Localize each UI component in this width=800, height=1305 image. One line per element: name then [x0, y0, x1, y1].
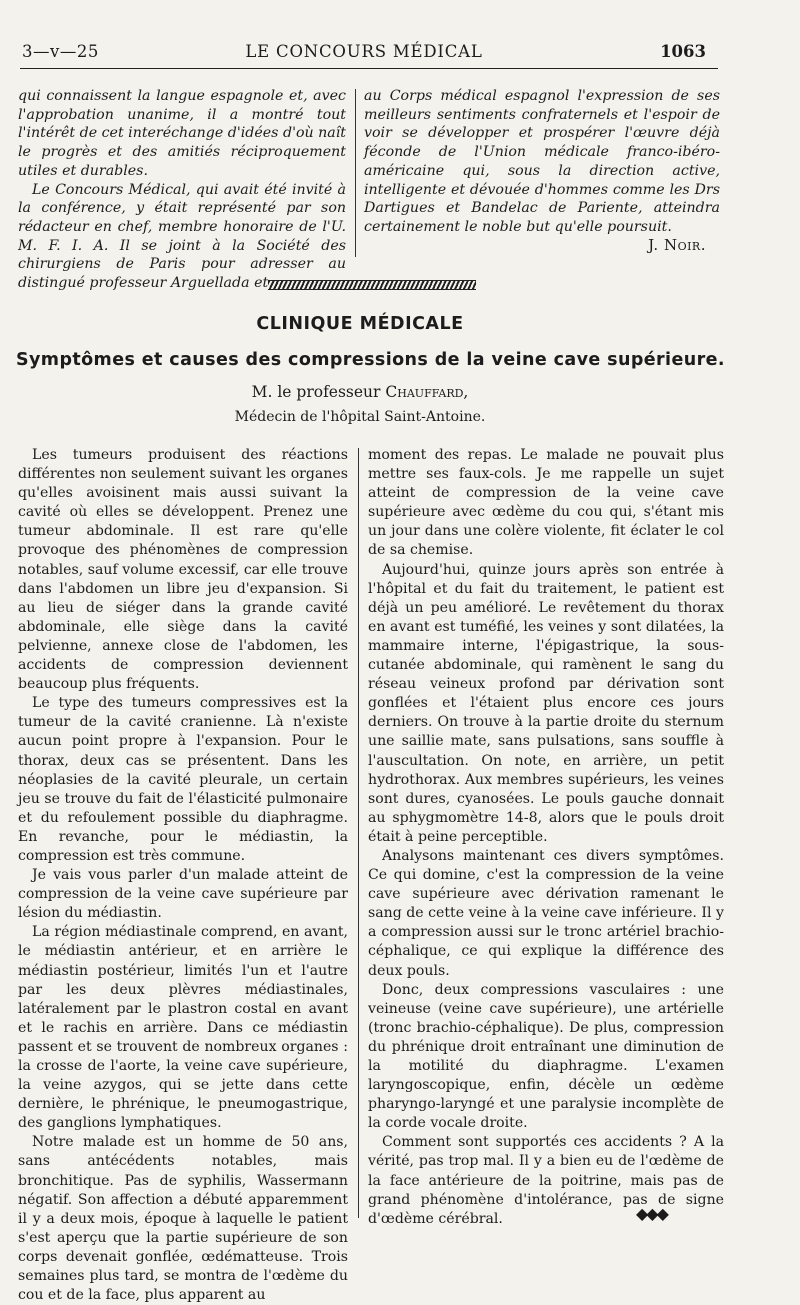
top-left-column	[18, 87, 346, 293]
journal-title: LE CONCOURS MÉDICAL	[245, 42, 483, 61]
page-header	[22, 42, 706, 66]
end-ornament: ◆◆◆	[636, 1204, 667, 1223]
body-left-column	[18, 446, 348, 1305]
header-rule	[20, 68, 718, 69]
paragraph: La région médiastinale comprend, en avant, le médiastin antérieur, et en arrière le médiastin postérieur, limités l'un et l'autre par les deux plèvres médiastinales, latéralement par le plastron costal en avant et le rachis en arrière. Dans ce médiastin passent et se trouvent de nombreux organes : la crosse de l'aorte, la veine cave supérieure, la veine azygos, qui se jette dans cette dernière, le phrénique, le pneumogastrique, des ganglions lymphatiques.	[18, 924, 348, 1132]
paragraph: Analysons maintenant ces divers symptômes. Ce qui domine, c'est la compression de la veine cave supérieure avec dérivation ramenant le sang de cette veine à la veine cave inférieure. Il y a compression aussi sur le tronc artériel brachio-céphalique, ce qui explique la différence des deux pouls.	[368, 847, 724, 979]
paragraph: qui connaissent la langue espagnole et, avec l'approbation unanime, il a montré tout l'intérêt de cet interéchange d'idées d'où naît le progrès et des amitiés réciproquement utiles et durables.	[18, 88, 346, 179]
paragraph: Je vais vous parler d'un malade atteint de compression de la veine cave supérieure par lésion du médiastin.	[18, 867, 348, 922]
paragraph: Comment sont supportés ces accidents ? A la vérité, pas trop mal. Il y a bien eu de l'œdème de la face antérieure de la poitrine, mais pas de grand phénomène d'intolérance, pas de signe d'œdème cérébral.	[368, 1134, 724, 1227]
author-prefix: M. le professeur	[251, 383, 381, 401]
section-title: CLINIQUE MÉDICALE	[256, 314, 464, 334]
paragraph: Les tumeurs produisent des réactions différentes non seulement suivant les organes qu'elles avoisinent mais aussi suivant la cavité où elles se développent. Prenez une tumeur abdominale. Il est rare qu'elle provoque des phénomènes de compression notables, sauf volume excessif, car elle trouve dans l'abdomen un libre jeu d'expansion. Si au lieu de siéger dans la grande cavité abdominale, elle siège dans la cavité pelvienne, annexe close de l'abdomen, les accidents de compression deviennent beaucoup plus fréquents.	[18, 447, 348, 693]
article-title: Symptômes et causes des compressions de la veine cave supérieure.	[16, 350, 725, 370]
page-number: 1063	[660, 42, 706, 61]
top-right-column	[364, 87, 720, 237]
author-affiliation: Médecin de l'hôpital Saint-Antoine.	[234, 409, 486, 425]
author-line	[0, 383, 720, 401]
paragraph: Le Concours Médical, qui avait été invité à la conférence, y était représenté par son rédacteur en chef, membre honoraire de l'U. M. F. I. A. Il se joint à la Société des chirurgiens de Paris pour adresser au distingué professeur Arguellada et	[18, 181, 346, 292]
signature: J. Noir.	[648, 236, 706, 254]
column-divider	[355, 89, 356, 257]
divider-ornament	[268, 280, 476, 290]
issue-date: 3—v—25	[22, 42, 99, 61]
paragraph: au Corps médical espagnol l'expression de ses meilleurs sentiments confraternels et l'espoir de voir se développer et prospérer l'œuvre déjà féconde de l'Union médicale franco-ibéro-américaine qui, sous la direction active, intelligente et dévouée d'hommes comme les Drs Dartigues et Bandelac de Pariente, atteindra certainement le noble but qu'elle poursuit.	[364, 88, 720, 235]
column-divider	[358, 448, 359, 1218]
author-name: Chauffard,	[385, 383, 469, 401]
paragraph: Le type des tumeurs compressives est la tumeur de la cavité cranienne. Là n'existe aucun point propre à l'expansion. Pour le thorax, deux cas se présentent. Dans les néoplasies de la cavité pleurale, un certain jeu se trouve du fait de l'élasticité pulmonaire et du refoulement possible du diaphragme. En revanche, pour le médiastin, la compression est très commune.	[18, 695, 348, 864]
paragraph: Notre malade est un homme de 50 ans, sans antécédents notables, mais bronchitique. Pas de syphilis, Wassermann négatif. Son affection a débuté apparemment il y a deux mois, époque à laquelle le patient s'est aperçu que la partie supérieure de son corps devenait gonflée, œdématteuse. Trois semaines plus tard, se montra de l'œdème du cou et de la face, plus apparent au	[18, 1134, 348, 1304]
paragraph: Donc, deux compressions vasculaires : une veineuse (veine cave supérieure), une artérielle (tronc brachio-céphalique). De plus, compression du phrénique droit entraînant une diminution de la motilité du diaphragme. L'examen laryngoscopique, enfin, décèle un œdème pharyngo-laryngé et une paralysie incomplète de la corde vocale droite.	[368, 981, 724, 1132]
body-right-column	[368, 446, 724, 1229]
paragraph: Aujourd'hui, quinze jours après son entrée à l'hôpital et du fait du traitement, le patient est déjà un peu amélioré. Le revêtement du thorax en avant est tuméfié, les veines y sont dilatées, la mammaire interne, l'épigastrique, la sous-cutanée abdominale, qui ramènent le sang du réseau veineux profond par dérivation sont gonflées et l'étaient plus encore ces jours derniers. On trouve à la partie droite du sternum une saillie mate, sans pulsations, sans souffle à l'auscultation. On note, en arrière, un petit hydrothorax. Aux membres supérieurs, les veines sont dures, cyanosées. Le pouls gauche donnait au sphygmomètre 14-8, alors que le pouls droit était à peine perceptible.	[368, 561, 724, 845]
paragraph: moment des repas. Le malade ne pouvait plus mettre ses faux-cols. Je me rappelle un sujet atteint de compression de la veine cave supérieure avec œdème du cou qui, s'étant mis un jour dans une colère violente, fit éclater le col de sa chemise.	[368, 447, 724, 559]
